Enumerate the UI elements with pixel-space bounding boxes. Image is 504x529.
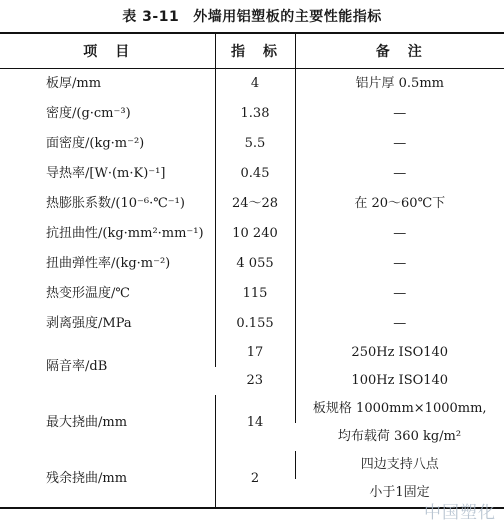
table-row [0,249,504,279]
row-note: 100Hz ISO140 [295,367,504,395]
row-item: 剥离强度/MPa [46,315,132,331]
row-note: 250Hz ISO140 [295,339,504,367]
row-item: 扭曲弹性率/(kg·m⁻²) [46,255,171,271]
row-note: 板规格 1000mm×1000mm, [295,395,504,423]
row-value: 10 240 [215,219,295,249]
header-value: 指 标 [215,33,295,69]
row-note: — [295,159,504,189]
row-value: 4 055 [215,249,295,279]
row-note: — [295,279,504,309]
row-note: — [295,249,504,279]
row-note: 在 20～60℃下 [295,189,504,219]
row-item: 抗扭曲性/(kg·mm²·mm⁻¹) [46,225,204,241]
table-row [0,395,504,423]
row-value: 5.5 [215,129,295,159]
row-value: 23 [246,372,264,388]
row-item: 面密度/(kg·m⁻²) [46,135,145,151]
row-value: 24～28 [215,189,295,219]
row-item: 热膨胀系数/(10⁻⁶·℃⁻¹) [46,195,185,211]
table-row [0,69,504,100]
header-row [0,33,504,69]
row-value: 0.45 [215,159,295,189]
row-item: 密度/(g·cm⁻³) [46,105,131,121]
table-row [0,309,504,339]
row-item: 导热率/[W·(m·K)⁻¹] [46,165,166,181]
table-number: 表 3-11 [122,9,180,25]
row-note: 小于1固定 [295,479,504,508]
row-note: — [295,219,504,249]
table-title: 外墙用铝塑板的主要性能指标 [193,9,382,25]
row-item: 板厚/mm [46,75,102,91]
watermark: 中国塑化 [424,503,496,523]
row-value: 115 [215,279,295,309]
row-value: 14 [215,395,295,451]
row-value: 17 [215,339,295,367]
row-value: 4 [215,69,295,100]
row-note: 铝片厚 0.5mm [295,69,504,100]
properties-table [0,32,504,509]
row-value: 0.155 [215,309,295,339]
table-row [0,99,504,129]
table-row [0,129,504,159]
table-row [0,219,504,249]
row-value: 1.38 [215,99,295,129]
table-row [0,451,504,479]
row-item: 残余挠曲/mm [0,451,215,508]
row-note: 均布载荷 360 kg/m² [337,428,462,444]
table-row [0,159,504,189]
header-item: 项 目 [0,33,215,69]
table-row [0,339,504,367]
table-row [0,279,504,309]
row-note: 四边支持八点 [295,451,504,479]
row-note: — [295,129,504,159]
row-item: 最大挠曲/mm [46,414,128,430]
header-note: 备 注 [295,33,504,69]
row-note: — [295,99,504,129]
row-value: 2 [215,451,295,508]
row-note: — [295,309,504,339]
table-caption [0,6,504,26]
row-item: 热变形温度/℃ [46,285,130,301]
table-row [0,189,504,219]
row-item: 隔音率/dB [46,358,108,374]
